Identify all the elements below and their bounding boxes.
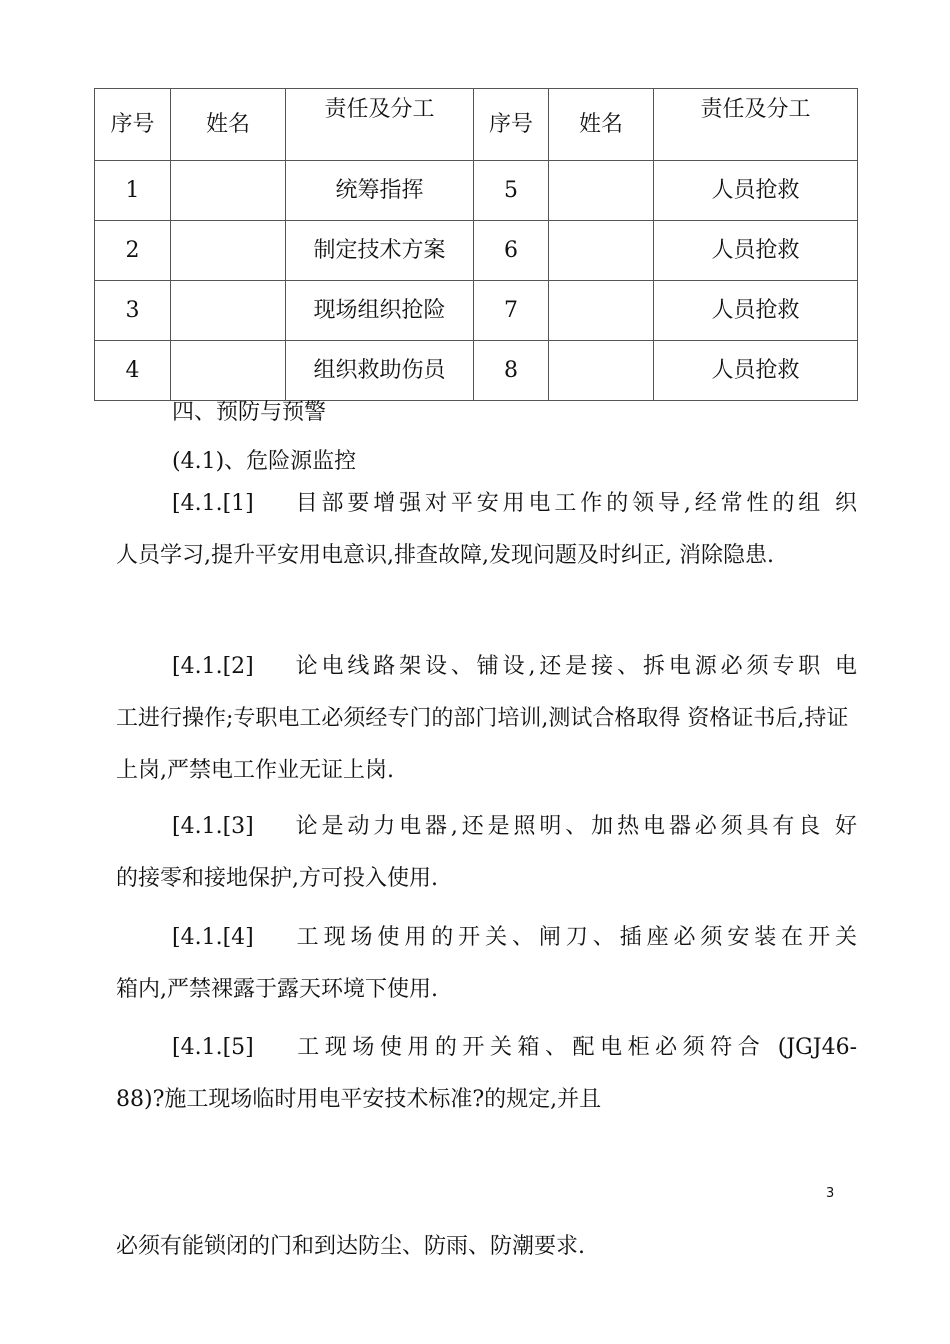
paragraph-4-1-2 <box>116 641 857 797</box>
cell-duty: 人员抢救 <box>654 281 858 341</box>
cell-duty: 组织救助伤员 <box>286 341 474 401</box>
paragraph-text: 工进行操作;专职电工必须经专门的部门培训,测试合格取得 资格证书后,持证上岗,严禁电工作业无证上岗. <box>116 706 849 783</box>
cell-name <box>549 221 654 281</box>
cell-name <box>549 281 654 341</box>
cell-duty: 人员抢救 <box>654 161 858 221</box>
cell-number: 4 <box>95 341 171 401</box>
cell-number: 3 <box>95 281 171 341</box>
cell-name <box>549 341 654 401</box>
header-cell: 姓名 <box>171 89 286 161</box>
responsibility-table <box>94 88 858 401</box>
paragraph-text: 目部要增强对平安用电工作的领导,经常性的组 织 <box>291 491 857 516</box>
cell-name <box>171 341 286 401</box>
cell-number: 2 <box>95 221 171 281</box>
paragraph-number: [4.1.[5] <box>172 1035 254 1060</box>
paragraph-4-1-3 <box>116 801 857 905</box>
cell-name <box>549 161 654 221</box>
header-cell: 姓名 <box>549 89 654 161</box>
paragraph-text: 论电线路架设、铺设,还是接、拆电源必须专职 电 <box>291 654 857 679</box>
cell-name <box>171 161 286 221</box>
table-row <box>95 161 858 221</box>
paragraph-text: 工现场使用的开关、闸刀、插座必须安装在开关 <box>291 925 857 950</box>
header-cell: 序号 <box>474 89 549 161</box>
paragraph-text: 的接零和接地保护,方可投入使用. <box>116 866 438 891</box>
continuation-text: 必须有能锁闭的门和到达防尘、防雨、防潮要求. <box>116 1234 585 1259</box>
paragraph-text: 88)?施工现场临时用电平安技术标准?的规定,并且 <box>116 1087 602 1112</box>
cell-duty: 人员抢救 <box>654 221 858 281</box>
cell-number: 6 <box>474 221 549 281</box>
cell-number: 7 <box>474 281 549 341</box>
paragraph-number: [4.1.[2] <box>172 654 254 679</box>
section-title: 四、预防与预警 <box>172 400 327 425</box>
cell-number: 5 <box>474 161 549 221</box>
paragraph-4-1-1 <box>116 478 857 582</box>
paragraph-text: 箱内,严禁裸露于露天环境下使用. <box>116 977 438 1002</box>
header-cell: 序号 <box>95 89 171 161</box>
paragraph-text: 工现场使用的开关箱、配电柜必须符合 (JGJ46- <box>291 1035 857 1060</box>
paragraph-text: 论是动力电器,还是照明、加热电器必须具有良 好 <box>291 814 857 839</box>
cell-name <box>171 221 286 281</box>
paragraph-number: [4.1.[3] <box>172 814 254 839</box>
cell-name <box>171 281 286 341</box>
header-cell: 责任及分工 <box>286 89 474 161</box>
table-row <box>95 221 858 281</box>
paragraph-4-1-5 <box>116 1022 857 1126</box>
cell-duty: 统筹指挥 <box>286 161 474 221</box>
cell-number: 1 <box>95 161 171 221</box>
paragraph-number: [4.1.[4] <box>172 925 254 950</box>
subsection-title: (4.1)、危险源监控 <box>172 449 357 474</box>
paragraph-number: [4.1.[1] <box>172 491 254 516</box>
page-number: 3 <box>826 1186 835 1201</box>
table-row <box>95 281 858 341</box>
table-header-row <box>95 89 858 161</box>
cell-duty: 人员抢救 <box>654 341 858 401</box>
table-row <box>95 341 858 401</box>
cell-number: 8 <box>474 341 549 401</box>
cell-duty: 制定技术方案 <box>286 221 474 281</box>
paragraph-text: 人员学习,提升平安用电意识,排查故障,发现问题及时纠正, 消除隐患. <box>116 543 774 568</box>
paragraph-4-1-4 <box>116 912 857 1016</box>
cell-duty: 现场组织抢险 <box>286 281 474 341</box>
header-cell: 责任及分工 <box>654 89 858 161</box>
